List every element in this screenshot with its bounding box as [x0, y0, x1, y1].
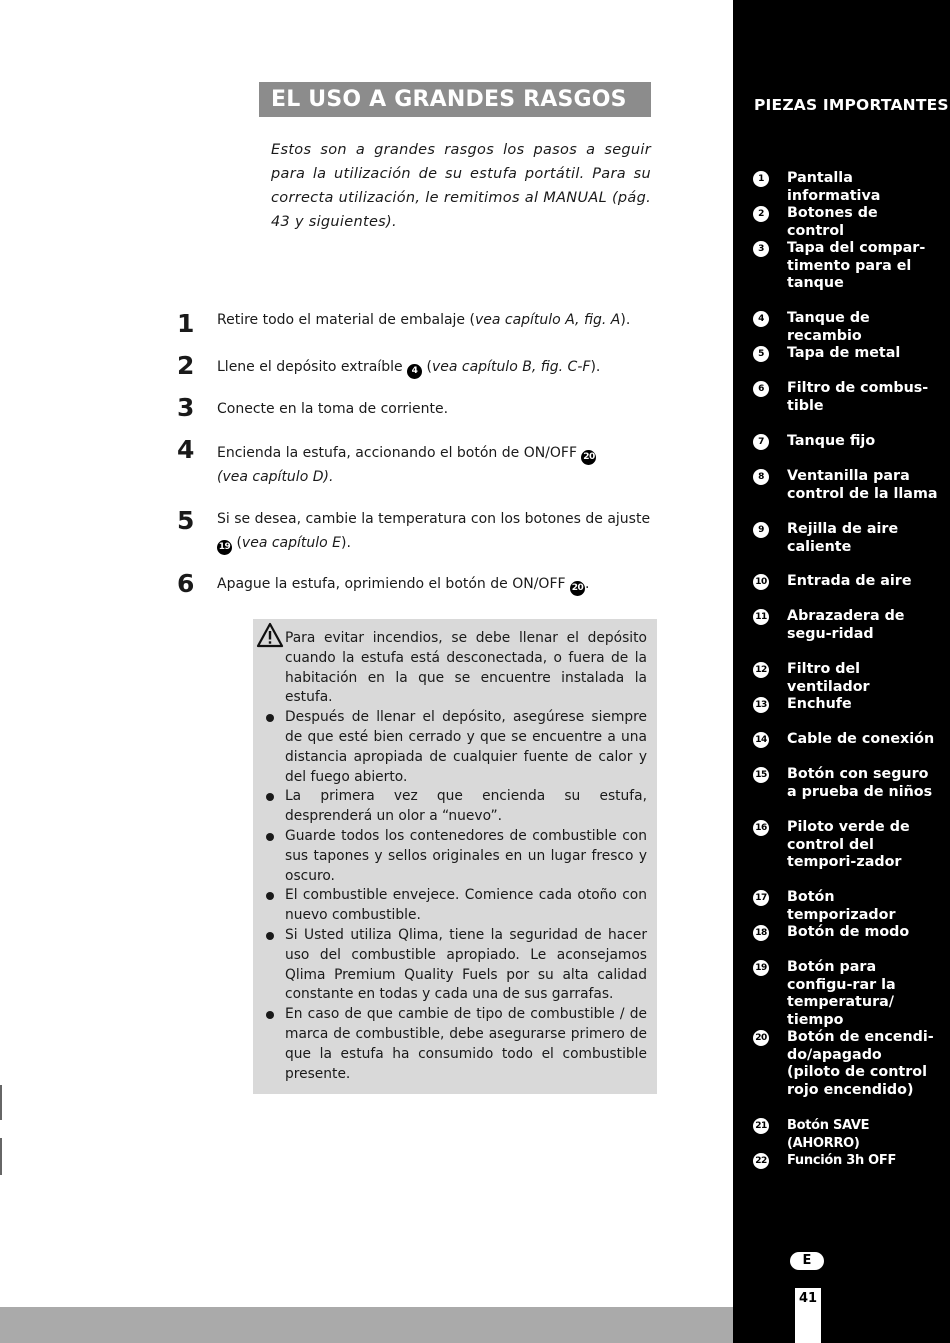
part-number-icon: 19: [753, 960, 769, 976]
sidebar-title: PIEZAS IMPORTANTES: [754, 96, 949, 114]
part-number-icon: 16: [753, 820, 769, 836]
bullet-icon: [266, 833, 274, 841]
margin-mark: [0, 1085, 2, 1120]
bullet-icon: [266, 932, 274, 940]
step-text: Conecte en la toma de corriente.: [217, 401, 449, 417]
part-number-icon: 21: [753, 1118, 769, 1134]
part-number-icon: 20: [753, 1030, 769, 1046]
step-text: Encienda la estufa, accionando el botón de ON/OFF 20 (vea capítulo D).: [217, 445, 595, 485]
step-text: Apague la estufa, oprimiendo el botón de ON/OFF 20 .: [217, 572, 657, 596]
step-text: Si se desea, cambie la temperatura con los botones de ajuste 19 (vea capítulo E).: [217, 507, 657, 555]
note-bullet: La primera vez que encienda su estufa, desprenderá un olor a “nuevo”.: [285, 787, 647, 827]
part-number-icon: 10: [753, 574, 769, 590]
margin-mark: [0, 1138, 2, 1175]
page-title: EL USO A GRANDES RASGOS: [259, 82, 651, 117]
note-bullet: En caso de que cambie de tipo de combustible / de marca de combustible, debe asegurarse primero de que la estufa ha consumido todo el combustible presente.: [285, 1005, 647, 1084]
part-number-icon: 12: [753, 662, 769, 678]
step-number: 4: [177, 435, 195, 464]
part-number-icon: 3: [753, 241, 769, 257]
part-number-icon: 8: [753, 469, 769, 485]
footer-strip: [0, 1307, 733, 1343]
intro-paragraph: Estos son a grandes rasgos los pasos a seguir para la utilización de su estufa portátil. Para su correcta utilización, le remitimos al MANUAL (pág. 43 y siguientes).: [271, 142, 651, 230]
step-number: 5: [177, 506, 195, 535]
note-bullet: Después de llenar el depósito, asegúrese siempre de que esté bien cerrado y que se encuentre a una distancia apropiada de cualquier fuente de calor y del fuego abierto.: [285, 708, 647, 787]
warning-text: Para evitar incendios, se debe llenar el depósito cuando la estufa está desconectada, o fuera de la habitación en la que se encuentre instalada la estufa.: [285, 630, 647, 706]
part-number-icon: 17: [753, 890, 769, 906]
part-number-icon: 7: [753, 434, 769, 450]
note-bullet: El combustible envejece. Comience cada otoño con nuevo combustible.: [285, 886, 647, 926]
part-number-icon: 14: [753, 732, 769, 748]
part-number-icon: 1: [753, 171, 769, 187]
part-number-icon: 15: [753, 767, 769, 783]
language-badge: E: [790, 1252, 824, 1270]
step-number: 6: [177, 569, 195, 598]
note-bullet: Guarde todos los contenedores de combustible con sus tapones y sellos originales en un lugar fresco y oscuro.: [285, 827, 647, 886]
parts-sidebar: PIEZAS IMPORTANTES 1 Pantalla informativa 2 Botones de control 3 Tapa del compar-timento para el tanque 4 Tanque de recambio 5 Tapa de metal 6 Filtro de combus-tible 7 Tanque fijo 8 Ventanilla para control de la llama 9 Rejilla de aire caliente 10 Entrada de aire 11 Abrazadera de segu-ridad 12 Filtro del ventilador 13 Enchufe 14 Cable de conexión 15 Botón con seguro a prueba de niños 16 Piloto verde de control del tempori-zador 17 Botón temporizador 18 Botón de modo 19 Botón para configu-rar la temperatura/ tiempo 20 Botón de encendi-do/apagado (piloto de control rojo encendido) 21 Botón SAVE (AHORRO) 22 Función 3h OFF: [733, 0, 950, 1343]
step-number: 1: [177, 309, 195, 338]
part-number-icon: 5: [753, 346, 769, 362]
part-number-icon: 11: [753, 609, 769, 625]
part-ref-icon: 20: [570, 581, 585, 596]
warning-icon: [256, 622, 284, 648]
part-ref-icon: 20: [581, 450, 596, 465]
part-number-icon: 18: [753, 925, 769, 941]
part-number-icon: 6: [753, 381, 769, 397]
part-number-icon: 9: [753, 522, 769, 538]
note-bullet: Si Usted utiliza Qlima, tiene la seguridad de hacer uso del combustible apropiado. Le aconsejamos Qlima Premium Quality Fuels por su alta calidad constante en todas y cada una de sus garrafas.: [285, 926, 647, 1005]
part-ref-icon: 19: [217, 540, 232, 555]
page-number: 41: [798, 1291, 818, 1306]
part-number-icon: 13: [753, 697, 769, 713]
part-number-icon: 4: [753, 311, 769, 327]
step-number: 2: [177, 351, 195, 380]
step-text: Llene el depósito extraíble 4 (vea capítulo B, fig. C-F).: [217, 355, 657, 379]
part-ref-icon: 4: [407, 364, 422, 379]
safety-notes: [285, 629, 647, 1084]
step-number: 3: [177, 393, 195, 422]
step-text: Retire todo el material de embalaje (vea capítulo A, fig. A).: [217, 312, 631, 328]
part-number-icon: 2: [753, 206, 769, 222]
part-number-icon: 22: [753, 1153, 769, 1169]
